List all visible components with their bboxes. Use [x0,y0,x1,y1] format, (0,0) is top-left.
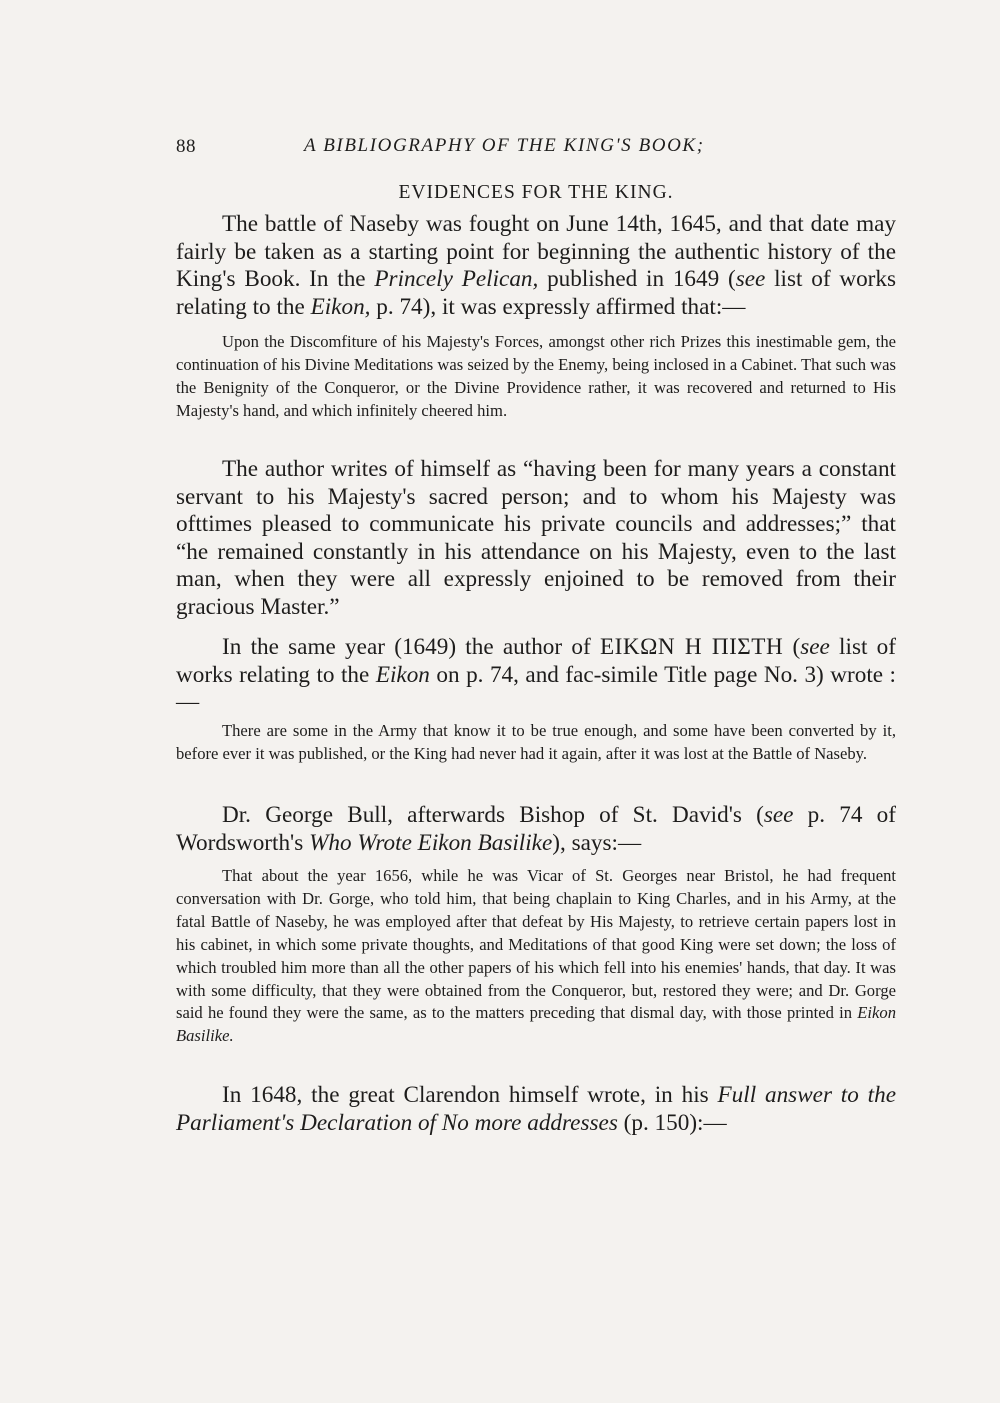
running-header [176,136,896,166]
text-run: list of works relating to the [176,634,896,688]
italic-title: Princely Pelican, [374,266,539,293]
text-run: In the same year (1649) the author of [222,634,600,660]
block-quote-army: There are some in the Army that know it to be true enough, and some have been converted by it, before ever it was published, or the King had never had it again, after it was lost at the Battle of Naseby. [176,721,896,763]
text-run: published in 1649 ( [538,266,736,293]
block-quote-dr-gorge [176,865,896,1048]
italic-title: Eikon, [310,293,371,320]
text-run: p. 74 of Wordsworth's [176,802,896,856]
paragraph-naseby [176,211,896,321]
text-run: (p. 150):— [617,1109,727,1136]
text-run: p. 74), it was expressly affirmed that:— [370,293,746,320]
text-run: The battle of Naseby was fought on June 14th, 1645, and that date may fairly be taken as a starting point for beginning the authentic history of the King's Book. In the [176,211,896,293]
italic-see: see [735,266,766,293]
block-quote-princely-pelican: Upon the Discomfiture of his Majesty's Forces, amongst other rich Prizes this inestimable gem, the continuation of his Divine Meditations was seized by the Enemy, being inclosed in a Cabinet. That such was the Benignity of the Conqueror, or the Divine Providence rather, it was recovered and returned to His Majesty's hand, and which infinitely cheered him. [176,332,896,420]
text-run: In 1648, the great Clarendon himself wrote, in his [222,1082,718,1108]
italic-title: Eikon Basilike. [176,1003,896,1046]
italic-see: see [800,634,830,660]
page-number: 88 [176,136,196,157]
text-run: list of works relating to the [176,266,896,320]
running-title: A BIBLIOGRAPHY OF THE KING'S BOOK; [304,135,705,156]
italic-title: Who Wrote Eikon Basilike [309,829,553,856]
text-run: on p. 74, and fac-simile Title page No. 3) wrote :— [176,661,896,716]
italic-title: Full answer to the Parliament's Declaration of No more addresses [176,1082,897,1136]
text-run: ( [783,634,801,660]
greek-title: ΕΙΚΩΝ Η ΠΙΣΤΗ [599,634,784,660]
italic-title: Eikon [375,661,430,688]
paragraph-author: The author writes of himself as “having been for many years a constant servant to his Majesty's sacred person; and to whom his Majesty was ofttimes pleased to communicate his private councils and addresses;” that “he remained constantly in his attendance on his Majesty, even to the last man, when they were all expressly enjoined to be removed from their gracious Master.” [176,456,896,620]
paragraph-same-year [176,634,896,717]
text-run: Dr. George Bull, afterwards Bishop of St. David's ( [222,802,764,828]
paragraph-clarendon [176,1082,896,1137]
text-run: That about the year 1656, while he was Vicar of St. Georges near Bristol, he had frequent conversation with Dr. Gorge, who told him, that being chaplain to King Charles, and in his Army, at the fatal Battle of Naseby, he was employed after that defeat by His Majesty, to retrieve certain papers lost in his cabinet, in which some private thoughts, and Meditations of that good King were set down; the loss of which troubled him more than all the other papers of his which fell into his enemies' hands, that day. It was with some difficulty, that they were obtained from the Conqueror, but, restored they were; and Dr. Gorge said he found they were the same, as to the matters preceding that dismal day, with those printed in [176,866,896,1023]
text-run: ), says:— [552,829,642,856]
paragraph-george-bull [176,802,896,857]
italic-see: see [763,802,794,828]
section-heading: EVIDENCES FOR THE KING. [398,182,674,203]
